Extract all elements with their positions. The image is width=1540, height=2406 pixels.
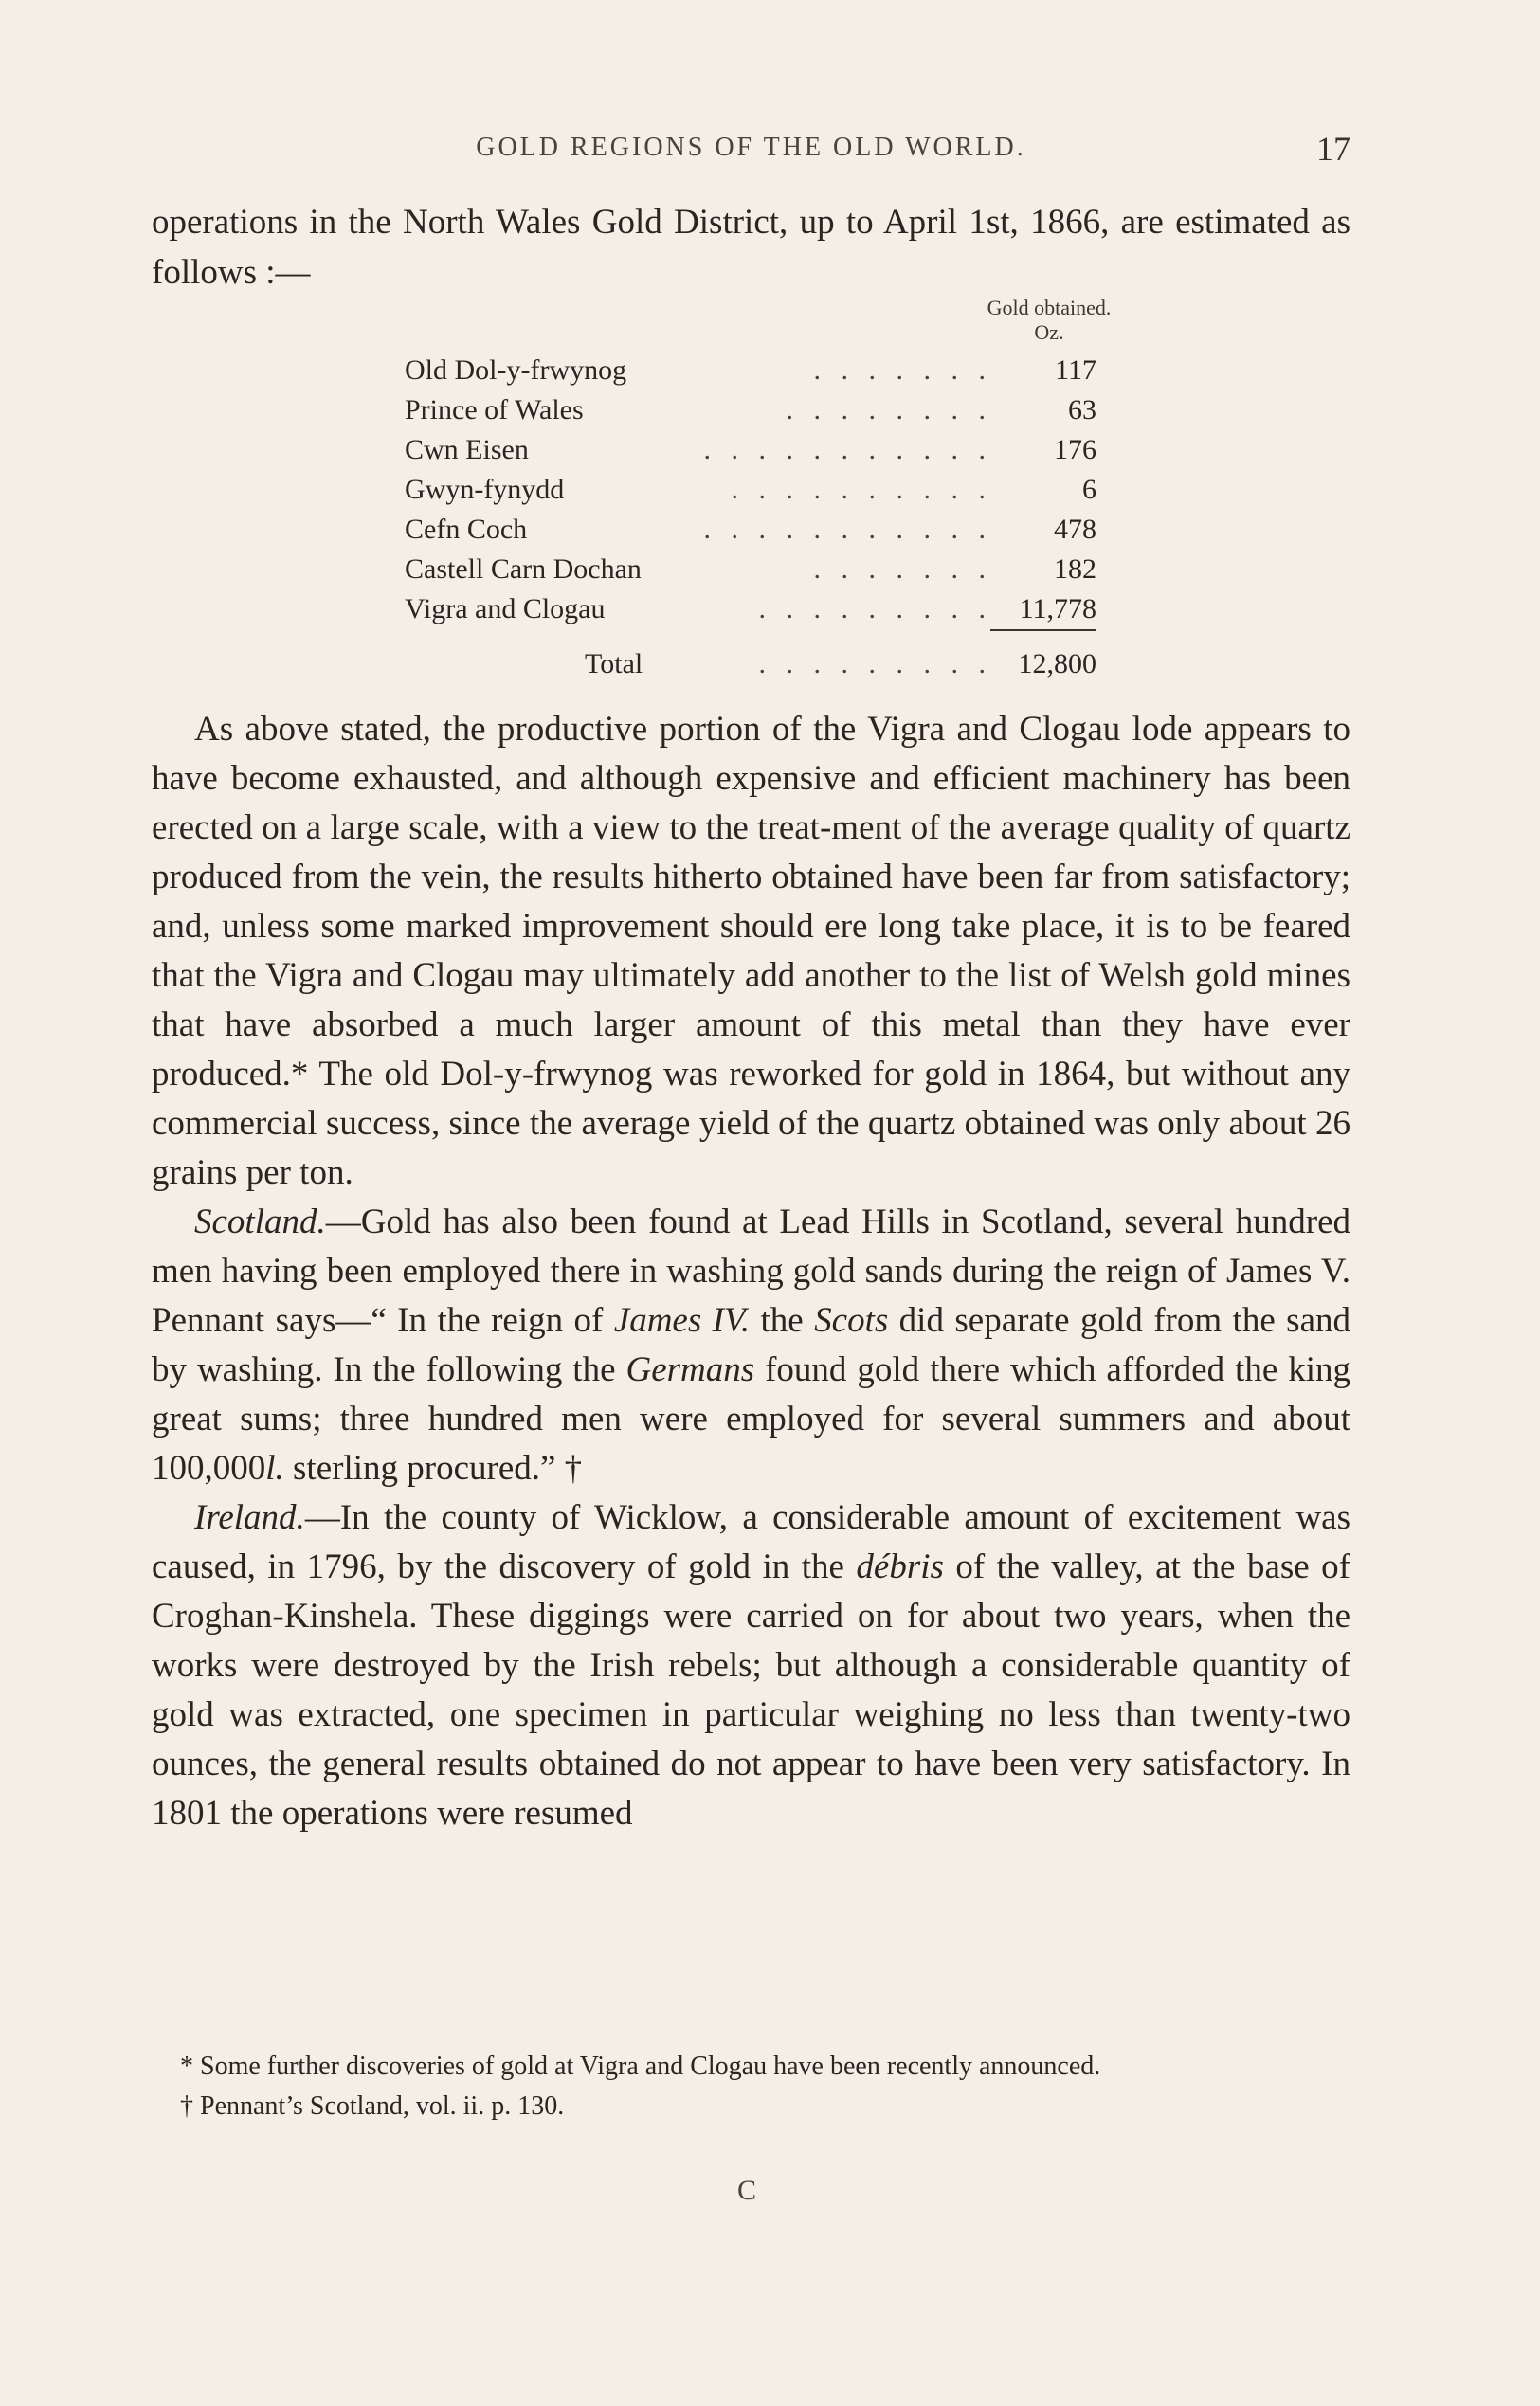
gold-value: 6	[1082, 474, 1096, 505]
italic-run: James IV.	[613, 1301, 751, 1340]
table-row	[405, 550, 1096, 589]
page-number: 17	[1316, 130, 1350, 168]
section-heading-scotland: Scotland.	[194, 1203, 326, 1241]
table-row	[405, 351, 1096, 390]
gold-value: 176	[1054, 434, 1096, 465]
intro-paragraph: operations in the North Wales Gold District, up to April 1st, 1866, are estimated as follows :—	[152, 203, 1350, 292]
mine-name: Cefn Coch	[405, 514, 528, 545]
text-run: did separate gold from the sand by washing. In the following the	[152, 1301, 1351, 1389]
leader-dots: . . . . . . .	[813, 553, 992, 585]
mine-name: Castell Carn Dochan	[405, 553, 642, 585]
total-label: Total	[585, 648, 643, 679]
mine-name: Vigra and Clogau	[405, 593, 606, 624]
column-header	[973, 296, 1125, 345]
gold-value: 63	[1068, 394, 1096, 425]
italic-run: débris	[856, 1547, 944, 1586]
signature-mark: C	[737, 2175, 757, 2206]
leader-dots: . . . . . . . . . . .	[703, 514, 992, 545]
mine-name: Prince of Wales	[405, 394, 584, 425]
paragraph-vigra-clogau: As above stated, the productive portion of the Vigra and Clogau lode appears to have become exhausted, and although expensive and efficient machinery has been erected on a large scale, with a view to the treat-ment of the average quality of quartz produced from the vein, the results hitherto obtained have been far from satisfactory; and, unless some marked improvement should ere long take place, it is to be feared that the Vigra and Clogau may ultimately add another to the list of Welsh gold mines that have absorbed a much larger amount of this metal than they have ever produced.* The old Dol-y-frwynog was reworked for gold in 1864, but without any commercial success, since the average yield of the quartz obtained was only about 26 grains per ton.	[152, 710, 1350, 1192]
mine-name: Cwn Eisen	[405, 434, 529, 465]
leader-dots: . . . . . . . . .	[758, 648, 992, 679]
text-run: —In the county of Wicklow, a considerable amount of excitement was caused, in 1796, by the discovery of gold in the	[152, 1498, 1350, 1586]
mine-name: Gwyn-fynydd	[405, 474, 565, 505]
gold-value: 117	[1055, 354, 1096, 386]
table-row	[405, 430, 1096, 470]
leader-dots: . . . . . . .	[813, 354, 992, 386]
italic-run: l.	[265, 1449, 284, 1488]
table-row	[405, 589, 1096, 629]
total-value: 12,800	[1018, 648, 1096, 679]
leader-dots: . . . . . . . .	[786, 394, 992, 425]
body-text	[152, 705, 1350, 1838]
leader-dots: . . . . . . . . . . .	[703, 434, 992, 465]
table-rows	[405, 351, 1096, 629]
footnotes	[152, 2047, 1350, 2126]
footnote-2: † Pennant’s Scotland, vol. ii. p. 130.	[180, 2091, 565, 2121]
gold-value: 478	[1054, 514, 1096, 545]
paragraph-scotland	[152, 1198, 1350, 1493]
footnote-1: * Some further discoveries of gold at Vigra and Clogau have been recently announced.	[180, 2052, 1101, 2081]
mine-name: Old Dol-y-frwynog	[405, 354, 627, 386]
total-row	[405, 644, 1096, 684]
text-run: the	[750, 1301, 815, 1340]
text-run: found gold there which afforded the king great sums; three hundred men were employed for several summers and about 100,000	[152, 1350, 1350, 1488]
gold-value: 11,778	[1019, 593, 1096, 624]
total-rule	[990, 629, 1096, 631]
table-row	[405, 390, 1096, 430]
running-head: GOLD REGIONS OF THE OLD WORLD.	[476, 133, 1026, 162]
leader-dots: . . . . . . . . .	[758, 593, 992, 624]
intro-text	[152, 197, 1350, 298]
italic-run: Scots	[814, 1301, 889, 1340]
text-run: —Gold has also been found at Lead Hills in Scotland, several hundred men having been employed there in washing gold sands during the reign of James V. Pennant says—“ In the reign of	[152, 1203, 1350, 1340]
gold-value: 182	[1054, 553, 1096, 585]
column-header-unit: Oz.	[1034, 320, 1064, 344]
italic-run: Germans	[625, 1350, 755, 1389]
paragraph-ireland	[152, 1493, 1350, 1838]
section-heading-ireland: Ireland.	[194, 1498, 305, 1537]
text-run: of the valley, at the base of Croghan-Kinshela. These diggings were carried on for about two years, when the works were destroyed by the Irish rebels; but although a considerable quantity of gold was extracted, one specimen in particular weighing no less than twenty-two ounces, the general results obtained do not appear to have been very satisfactory. In 1801 the operations were resumed	[152, 1547, 1350, 1833]
column-header-title: Gold obtained.	[987, 296, 1112, 319]
table-row	[405, 470, 1096, 510]
table-row	[405, 510, 1096, 550]
text-run: sterling procured.” †	[283, 1449, 583, 1488]
page-header	[152, 130, 1350, 171]
leader-dots: . . . . . . . . . .	[731, 474, 992, 505]
